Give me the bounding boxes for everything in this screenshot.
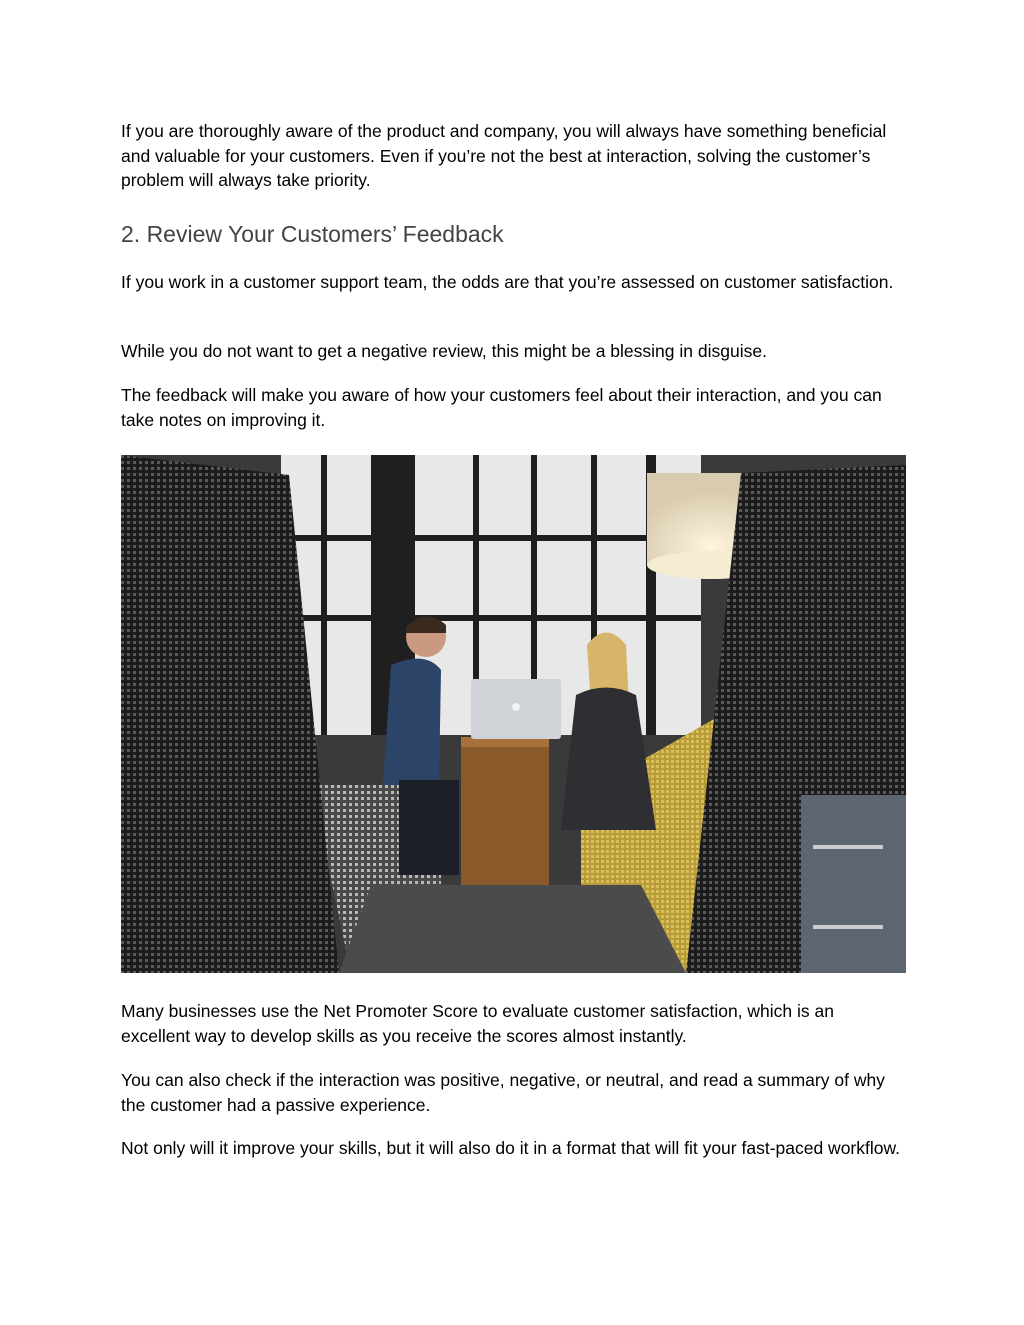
paragraph-2: While you do not want to get a negative review, this might be a blessing in disguise. — [121, 341, 767, 361]
intro-paragraph: If you are thoroughly aware of the product and company, you will always have something beneficial and valuable for your customers. Even if you’re not the best at interaction, solving the customer’s problem will always take priority. — [121, 121, 887, 190]
paragraph-1: If you work in a customer support team, the odds are that you’re assessed on customer satisfaction. — [121, 272, 894, 292]
paragraph-5: You can also check if the interaction was positive, negative, or neutral, and read a summary of why the customer had a passive experience. — [121, 1070, 885, 1115]
paragraph-3: The feedback will make you aware of how your customers feel about their interaction, and you can take notes on improving it. — [121, 385, 882, 430]
section-heading: 2. Review Your Customers’ Feedback — [121, 221, 504, 247]
paragraph-6: Not only will it improve your skills, but it will also do it in a format that will fit your fast-paced workflow. — [121, 1138, 901, 1158]
paragraph-4: Many businesses use the Net Promoter Score to evaluate customer satisfaction, which is an excellent way to develop skills as you receive the scores almost instantly. — [121, 1001, 834, 1046]
office-meeting-photo — [121, 455, 906, 973]
